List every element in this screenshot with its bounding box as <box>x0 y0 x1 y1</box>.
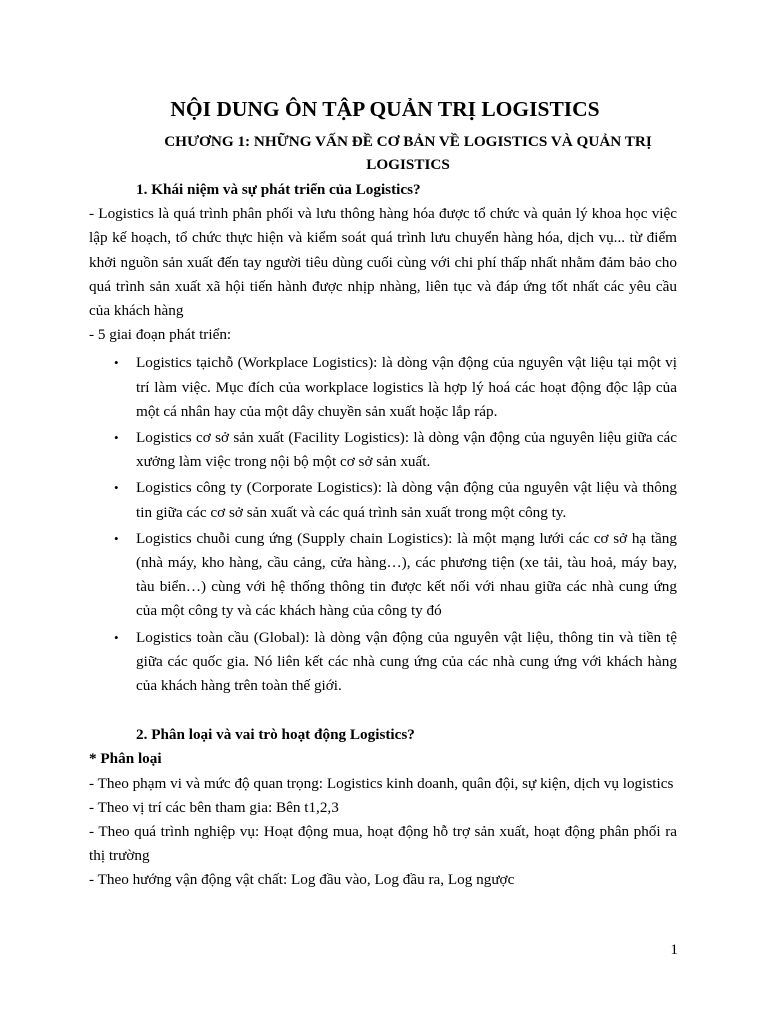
classification-item: - Theo vị trí các bên tham gia: Bên t1,2,3 <box>89 798 339 816</box>
bullet-icon: • <box>114 430 119 446</box>
list-item-text: Logistics tạichỗ (Workplace Logistics): là dòng vận động của nguyên vật liệu tại một vị trí làm việc. Mục đích của workplace logistics là hợp lý hoá các hoạt động độc lập của một cá nhân hay của một dây chuyền sản xuất hoặc lắp ráp. <box>136 354 677 420</box>
stages-list <box>89 351 677 698</box>
list-item <box>114 626 677 699</box>
page-number: 1 <box>670 941 678 958</box>
section-1-heading: 1. Khái niệm và sự phát triển của Logistics? <box>136 181 421 198</box>
bullet-icon: • <box>114 355 119 371</box>
list-item <box>114 527 677 624</box>
chapter-heading: CHƯƠNG 1: NHỮNG VẤN ĐỀ CƠ BẢN VỀ LOGISTICS VÀ QUẢN TRỊ LOGISTICS <box>164 133 652 173</box>
list-item-text: Logistics toàn cầu (Global): là dòng vận động của nguyên vật liệu, thông tin và tiền tệ giữa các quốc gia. Nó liên kết các nhà cung ứng của các nhà cung ứng với khách hàng của khách hàng trên toàn thế giới. <box>136 628 677 695</box>
list-item <box>114 351 677 424</box>
list-item-text: Logistics cơ sở sản xuất (Facility Logistics): là dòng vận động của nguyên liệu giữa các xưởng làm việc trong nội bộ một cơ sở sản xuất. <box>136 429 677 471</box>
bullet-icon: • <box>114 480 119 496</box>
document-title: NỘI DUNG ÔN TẬP QUẢN TRỊ LOGISTICS <box>170 97 600 121</box>
classification-item: - Theo hướng vận động vật chất: Log đầu vào, Log đầu ra, Log ngược <box>89 871 515 889</box>
list-item <box>114 426 677 474</box>
bullet-icon: • <box>114 530 119 546</box>
list-item-text: Logistics công ty (Corporate Logistics): là dòng vận động của nguyên vật liệu và thông tin giữa các cơ sở sản xuất và các quá trình sản xuất trong một công ty. <box>136 479 677 521</box>
list-item-text: Logistics chuỗi cung ứng (Supply chain Logistics): là một mạng lưới các cơ sở hạ tầng (nhà máy, kho hàng, cầu cảng, cửa hàng…), các phương tiện (xe tải, tàu hoả, máy bay, tàu biển…) cùng với hệ thống thông tin được kết nối với nhau giữa các nhà cung ứng của một công ty và các khách hàng của công ty đó <box>136 529 677 620</box>
stages-intro: - 5 giai đoạn phát triển: <box>89 326 232 344</box>
classification-item: - Theo quá trình nghiệp vụ: Hoạt động mua, hoạt động hỗ trợ sản xuất, hoạt động phân phối ra thị trường <box>89 823 677 865</box>
definition-paragraph: - Logistics là quá trình phân phối và lưu thông hàng hóa được tổ chức và quản lý khoa học việc lập kế hoạch, tổ chức thực hiện và kiểm soát quá trình lưu chuyển hàng hóa, dịch vụ... từ điểm khởi nguồn sản xuất đến tay người tiêu dùng cuối cùng với chi phí thấp nhất nhằm đảm bảo cho quá trình sản xuất xã hội tiến hành được nhịp nhàng, liên tục và đáp ứng tốt nhất các yêu cầu của khách hàng <box>89 205 677 320</box>
list-item <box>114 476 677 524</box>
spacer <box>89 700 677 723</box>
section-2-heading: 2. Phân loại và vai trò hoạt động Logistics? <box>136 726 415 744</box>
classification-heading: * Phân loại <box>89 750 162 768</box>
classification-item: - Theo phạm vi và mức độ quan trọng: Logistics kinh doanh, quân đội, sự kiện, dịch vụ logistics <box>89 774 674 792</box>
bullet-icon: • <box>114 629 119 645</box>
